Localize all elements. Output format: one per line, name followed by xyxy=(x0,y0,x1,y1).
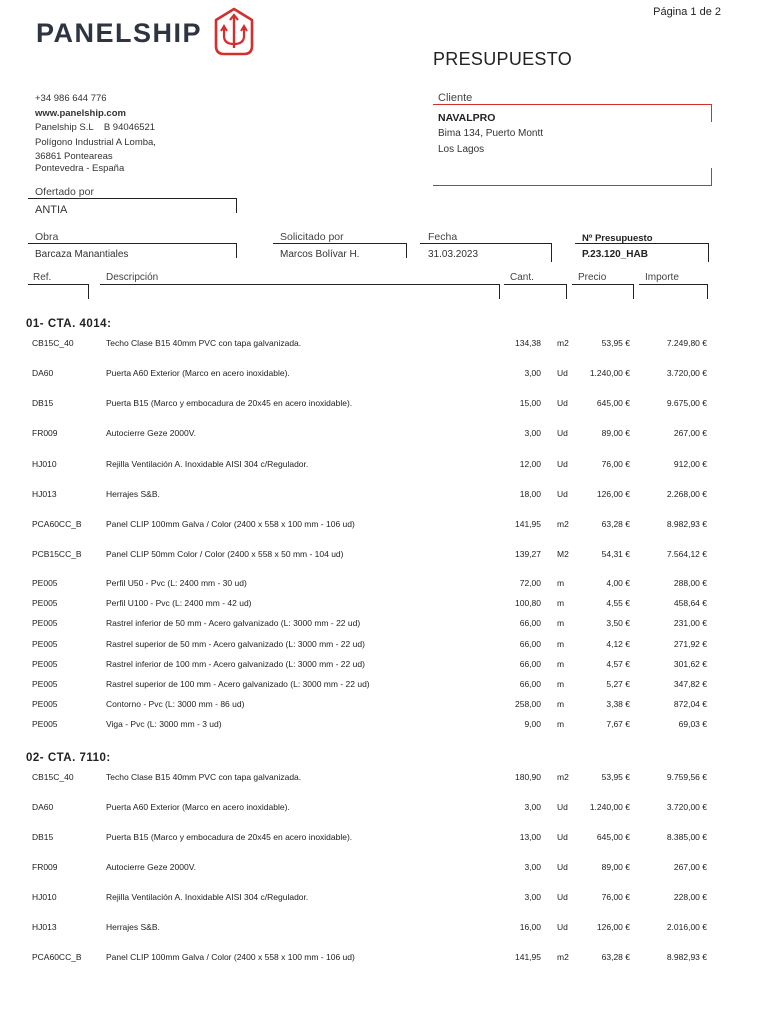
company-address-2: 36861 Ponteareas xyxy=(35,151,113,162)
row-description: Puerta A60 Exterior (Marco en acero inoxidable). xyxy=(106,802,290,812)
row-quantity: 3,00 xyxy=(524,368,541,378)
col-header-amount: Importe xyxy=(645,272,679,283)
row-price: 4,55 € xyxy=(606,598,630,608)
table-row xyxy=(0,922,768,936)
row-unit: Ud xyxy=(557,862,568,872)
row-ref: PE005 xyxy=(32,618,58,628)
row-quantity: 18,00 xyxy=(519,489,541,499)
row-ref: DB15 xyxy=(32,398,54,408)
row-ref: DB15 xyxy=(32,832,54,842)
row-amount: 8.385,00 € xyxy=(666,832,707,842)
section-title: 01- CTA. 4014: xyxy=(26,318,112,330)
row-price: 4,57 € xyxy=(606,659,630,669)
row-price: 126,00 € xyxy=(596,922,630,932)
row-amount: 7.564,12 € xyxy=(666,549,707,559)
row-price: 54,31 € xyxy=(601,549,630,559)
date-value: 31.03.2023 xyxy=(428,249,479,260)
row-ref: CB15C_40 xyxy=(32,772,74,782)
row-quantity: 66,00 xyxy=(519,679,541,689)
row-quantity: 72,00 xyxy=(519,578,541,588)
row-price: 5,27 € xyxy=(606,679,630,689)
row-amount: 8.982,93 € xyxy=(666,952,707,962)
row-description: Rastrel inferior de 100 mm - Acero galvanizado (L: 3000 mm - 22 ud) xyxy=(106,659,365,669)
row-quantity: 66,00 xyxy=(519,618,541,628)
table-row xyxy=(0,892,768,906)
col-header-desc-bracket xyxy=(100,284,500,299)
table-row xyxy=(0,699,768,713)
row-price: 126,00 € xyxy=(596,489,630,499)
row-unit: Ud xyxy=(557,459,568,469)
row-amount: 3.720,00 € xyxy=(666,368,707,378)
row-description: Panel CLIP 100mm Galva / Color (2400 x 558 x 100 mm - 106 ud) xyxy=(106,519,355,529)
page-indicator: Página 1 de 2 xyxy=(653,6,721,18)
row-description: Rejilla Ventilación A. Inoxidable AISI 304 c/Regulador. xyxy=(106,892,309,902)
row-description: Rastrel superior de 100 mm - Acero galvanizado (L: 3000 mm - 22 ud) xyxy=(106,679,370,689)
col-header-desc: Descripción xyxy=(106,272,159,283)
row-description: Herrajes S&B. xyxy=(106,489,160,499)
row-price: 1.240,00 € xyxy=(589,802,630,812)
table-row xyxy=(0,802,768,816)
row-ref: PCB15CC_B xyxy=(32,549,82,559)
quote-number-value: P.23.120_HAB xyxy=(582,249,648,260)
row-description: Rastrel inferior de 50 mm - Acero galvanizado (L: 3000 mm - 22 ud) xyxy=(106,618,361,628)
row-quantity: 139,27 xyxy=(515,549,541,559)
row-description: Techo Clase B15 40mm PVC con tapa galvanizada. xyxy=(106,772,302,782)
client-address-2: Los Lagos xyxy=(438,144,485,155)
table-row xyxy=(0,578,768,592)
brand-logo-text: PANELSHIP xyxy=(36,18,203,48)
row-price: 645,00 € xyxy=(596,832,630,842)
row-ref: CB15C_40 xyxy=(32,338,74,348)
row-description: Autocierre Geze 2000V. xyxy=(106,428,196,438)
row-unit: Ud xyxy=(557,922,568,932)
row-quantity: 9,00 xyxy=(524,719,541,729)
row-quantity: 141,95 xyxy=(515,519,541,529)
row-quantity: 134,38 xyxy=(515,338,541,348)
row-ref: PE005 xyxy=(32,679,58,689)
row-unit: m xyxy=(557,598,565,608)
row-amount: 9.675,00 € xyxy=(666,398,707,408)
row-unit: m2 xyxy=(557,952,569,962)
row-quantity: 100,80 xyxy=(515,598,541,608)
work-label: Obra xyxy=(35,231,59,243)
row-unit: m xyxy=(557,659,565,669)
row-description: Panel CLIP 50mm Color / Color (2400 x 558 x 50 mm - 104 ud) xyxy=(106,549,344,559)
requested-by-label: Solicitado por xyxy=(280,231,344,243)
row-ref: DA60 xyxy=(32,802,54,812)
row-ref: FR009 xyxy=(32,428,58,438)
quote-number-label: Nº Presupuesto xyxy=(582,233,653,244)
offered-by-label: Ofertado por xyxy=(35,186,94,198)
row-ref: HJ010 xyxy=(32,892,57,902)
client-name: NAVALPRO xyxy=(438,112,496,124)
row-quantity: 66,00 xyxy=(519,659,541,669)
row-amount: 301,62 € xyxy=(673,659,707,669)
row-unit: m xyxy=(557,679,565,689)
row-unit: m xyxy=(557,639,565,649)
row-description: Perfil U50 - Pvc (L: 2400 mm - 30 ud) xyxy=(106,578,247,588)
table-row xyxy=(0,719,768,733)
row-ref: HJ013 xyxy=(32,489,57,499)
row-unit: m2 xyxy=(557,338,569,348)
row-unit: m xyxy=(557,719,565,729)
row-description: Puerta B15 (Marco y embocadura de 20x45 en acero inoxidable). xyxy=(106,398,353,408)
table-row xyxy=(0,639,768,653)
row-price: 53,95 € xyxy=(601,338,630,348)
row-ref: DA60 xyxy=(32,368,54,378)
client-address-1: Bima 134, Puerto Montt xyxy=(438,128,544,139)
row-amount: 347,82 € xyxy=(673,679,707,689)
table-row xyxy=(0,618,768,632)
row-description: Contorno - Pvc (L: 3000 mm - 86 ud) xyxy=(106,699,245,709)
row-quantity: 180,90 xyxy=(515,772,541,782)
row-price: 7,67 € xyxy=(606,719,630,729)
row-description: Autocierre Geze 2000V. xyxy=(106,862,196,872)
row-ref: FR009 xyxy=(32,862,58,872)
col-header-qty: Cant. xyxy=(510,272,534,283)
row-amount: 7.249,80 € xyxy=(666,338,707,348)
row-amount: 69,03 € xyxy=(678,719,707,729)
row-description: Puerta B15 (Marco y embocadura de 20x45 en acero inoxidable). xyxy=(106,832,353,842)
table-row xyxy=(0,659,768,673)
row-ref: PCA60CC_B xyxy=(32,952,82,962)
row-unit: m xyxy=(557,699,565,709)
row-quantity: 15,00 xyxy=(519,398,541,408)
company-phone: +34 986 644 776 xyxy=(35,93,107,104)
row-amount: 912,00 € xyxy=(673,459,707,469)
row-price: 3,38 € xyxy=(606,699,630,709)
row-ref: PE005 xyxy=(32,719,58,729)
row-description: Viga - Pvc (L: 3000 mm - 3 ud) xyxy=(106,719,222,729)
row-description: Techo Clase B15 40mm PVC con tapa galvanizada. xyxy=(106,338,302,348)
row-description: Puerta A60 Exterior (Marco en acero inoxidable). xyxy=(106,368,290,378)
row-ref: HJ010 xyxy=(32,459,57,469)
company-address-3: Pontevedra - España xyxy=(35,162,125,174)
row-description: Panel CLIP 100mm Galva / Color (2400 x 558 x 100 mm - 106 ud) xyxy=(106,952,355,962)
row-unit: m xyxy=(557,578,565,588)
row-unit: Ud xyxy=(557,892,568,902)
row-unit: m2 xyxy=(557,519,569,529)
row-description: Herrajes S&B. xyxy=(106,922,160,932)
offered-by-value: ANTIA xyxy=(35,204,68,216)
row-unit: Ud xyxy=(557,802,568,812)
row-description: Rejilla Ventilación A. Inoxidable AISI 304 c/Regulador. xyxy=(106,459,309,469)
row-quantity: 12,00 xyxy=(519,459,541,469)
row-ref: HJ013 xyxy=(32,922,57,932)
col-header-price-bracket xyxy=(572,284,634,299)
row-price: 53,95 € xyxy=(601,772,630,782)
col-header-ref-bracket xyxy=(28,284,89,299)
row-price: 4,12 € xyxy=(606,639,630,649)
row-description: Rastrel superior de 50 mm - Acero galvanizado (L: 3000 mm - 22 ud) xyxy=(106,639,365,649)
col-header-ref: Ref. xyxy=(33,272,52,283)
table-row xyxy=(0,428,768,442)
row-price: 3,50 € xyxy=(606,618,630,628)
company-address-1: Polígono Industrial A Lomba, xyxy=(35,136,156,148)
row-quantity: 3,00 xyxy=(524,892,541,902)
row-amount: 8.982,93 € xyxy=(666,519,707,529)
row-amount: 2.016,00 € xyxy=(666,922,707,932)
row-amount: 271,92 € xyxy=(673,639,707,649)
row-amount: 872,04 € xyxy=(673,699,707,709)
row-quantity: 258,00 xyxy=(515,699,541,709)
row-price: 76,00 € xyxy=(601,459,630,469)
row-amount: 231,00 € xyxy=(673,618,707,628)
row-quantity: 16,00 xyxy=(519,922,541,932)
row-ref: PE005 xyxy=(32,598,58,608)
table-row xyxy=(0,832,768,846)
row-amount: 2.268,00 € xyxy=(666,489,707,499)
section-title: 02- CTA. 7110: xyxy=(26,752,111,764)
company-web: www.panelship.com xyxy=(35,107,126,119)
row-price: 89,00 € xyxy=(601,862,630,872)
col-header-price: Precio xyxy=(578,272,607,283)
row-price: 89,00 € xyxy=(601,428,630,438)
row-ref: PE005 xyxy=(32,659,58,669)
row-amount: 3.720,00 € xyxy=(666,802,707,812)
row-amount: 458,64 € xyxy=(673,598,707,608)
document-title: PRESUPUESTO xyxy=(433,49,573,69)
row-ref: PE005 xyxy=(32,699,58,709)
row-ref: PCA60CC_B xyxy=(32,519,82,529)
row-unit: m2 xyxy=(557,772,569,782)
table-row xyxy=(0,489,768,503)
trident-anchor-icon xyxy=(210,6,258,58)
table-row xyxy=(0,368,768,382)
row-quantity: 3,00 xyxy=(524,802,541,812)
table-row xyxy=(0,679,768,693)
row-quantity: 66,00 xyxy=(519,639,541,649)
table-row xyxy=(0,772,768,786)
col-header-qty-bracket xyxy=(504,284,567,299)
table-row xyxy=(0,459,768,473)
table-row xyxy=(0,598,768,612)
row-unit: Ud xyxy=(557,489,568,499)
row-amount: 288,00 € xyxy=(673,578,707,588)
requested-by-value: Marcos Bolívar H. xyxy=(280,249,360,260)
row-unit: Ud xyxy=(557,428,568,438)
row-unit: M2 xyxy=(557,549,569,559)
row-description: Perfil U100 - Pvc (L: 2400 mm - 42 ud) xyxy=(106,598,252,608)
table-row xyxy=(0,398,768,412)
table-row xyxy=(0,338,768,352)
row-price: 63,28 € xyxy=(601,519,630,529)
company-info xyxy=(35,92,156,176)
client-address xyxy=(438,126,543,158)
row-price: 63,28 € xyxy=(601,952,630,962)
row-ref: PE005 xyxy=(32,578,58,588)
row-unit: m xyxy=(557,618,565,628)
row-ref: PE005 xyxy=(32,639,58,649)
row-quantity: 3,00 xyxy=(524,428,541,438)
row-price: 1.240,00 € xyxy=(589,368,630,378)
table-row xyxy=(0,862,768,876)
row-quantity: 13,00 xyxy=(519,832,541,842)
client-label: Cliente xyxy=(438,92,473,104)
work-value: Barcaza Manantiales xyxy=(35,249,129,260)
table-row xyxy=(0,952,768,966)
col-header-amount-bracket xyxy=(639,284,708,299)
row-unit: Ud xyxy=(557,398,568,408)
row-unit: Ud xyxy=(557,368,568,378)
table-row xyxy=(0,549,768,563)
row-amount: 9.759,56 € xyxy=(666,772,707,782)
table-row xyxy=(0,519,768,533)
row-quantity: 141,95 xyxy=(515,952,541,962)
company-legal: Panelship S.L B 94046521 xyxy=(35,122,156,133)
row-price: 76,00 € xyxy=(601,892,630,902)
row-price: 4,00 € xyxy=(606,578,630,588)
row-amount: 267,00 € xyxy=(673,428,707,438)
date-label: Fecha xyxy=(428,231,458,243)
row-quantity: 3,00 xyxy=(524,862,541,872)
row-amount: 228,00 € xyxy=(673,892,707,902)
row-unit: Ud xyxy=(557,832,568,842)
row-amount: 267,00 € xyxy=(673,862,707,872)
row-price: 645,00 € xyxy=(596,398,630,408)
